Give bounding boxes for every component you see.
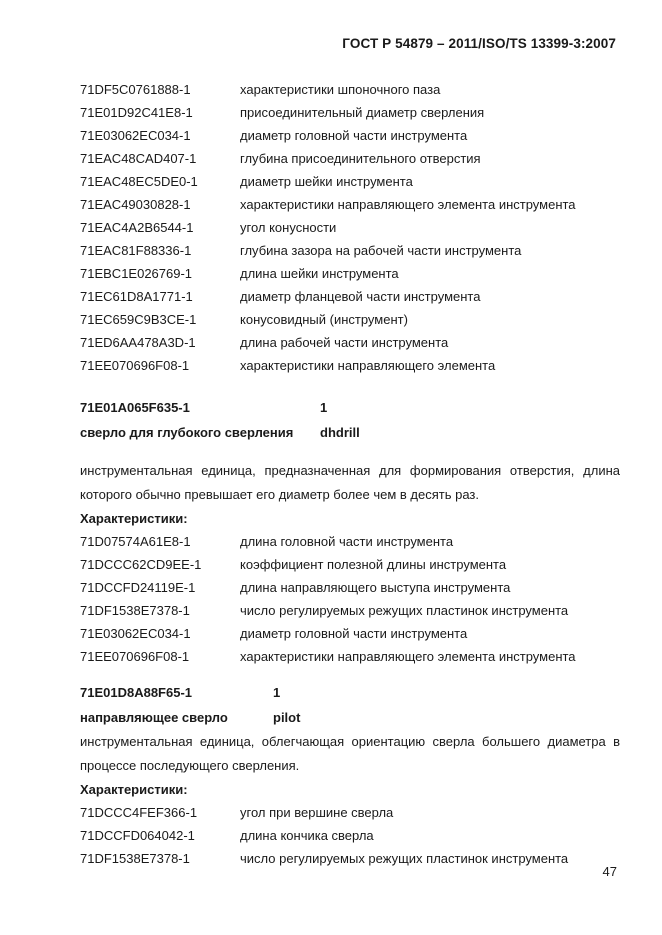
item-code: 71EBC1E026769-1	[80, 266, 193, 281]
item-code: 71DF1538E7378-1	[80, 603, 190, 618]
list-item	[80, 262, 620, 285]
characteristics-heading: Характеристики:	[80, 782, 188, 797]
term-name: сверло для глубокого сверления	[80, 425, 294, 440]
page-content	[80, 78, 620, 870]
item-code: 71EC659C9B3CE-1	[80, 312, 197, 327]
list-item	[80, 331, 620, 354]
list-item	[80, 622, 620, 645]
item-description: характеристики шпоночного паза	[240, 82, 441, 97]
term-code: 71E01A065F635-1	[80, 400, 190, 415]
list-item	[80, 645, 620, 668]
item-code: 71EAC81F88336-1	[80, 243, 192, 258]
list-item	[80, 824, 620, 847]
list-item	[80, 308, 620, 331]
list-item	[80, 354, 620, 377]
list-item	[80, 530, 620, 553]
item-code: 71E03062EC034-1	[80, 128, 191, 143]
item-description: диаметр шейки инструмента	[240, 174, 413, 189]
item-code: 71DF5C0761888-1	[80, 82, 191, 97]
list-item	[80, 801, 620, 824]
item-code: 71EC61D8A1771-1	[80, 289, 193, 304]
item-description: длина головной части инструмента	[240, 534, 454, 549]
item-code: 71DF1538E7378-1	[80, 851, 190, 866]
list-item	[80, 78, 620, 101]
list-item	[80, 101, 620, 124]
item-code: 71E03062EC034-1	[80, 626, 191, 641]
item-description: угол конусности	[240, 220, 337, 235]
item-description: диаметр головной части инструмента	[240, 626, 468, 641]
item-description: диаметр головной части инструмента	[240, 128, 468, 143]
item-code: 71D07574A61E8-1	[80, 534, 191, 549]
item-code: 71DCCC4FEF366-1	[80, 805, 198, 820]
term-section-pilot-drill	[80, 680, 620, 870]
term-name-row	[80, 705, 620, 730]
term-symbol: dhdrill	[320, 425, 360, 440]
item-description: коэффициент полезной длины инструмента	[240, 557, 507, 572]
item-description: угол при вершине сверла	[240, 805, 394, 820]
term-id-row	[80, 680, 620, 705]
item-description: число регулируемых режущих пластинок инструмента	[240, 851, 569, 866]
item-description: глубина присоединительного отверстия	[240, 151, 481, 166]
item-description: характеристики направляющего элемента инструмента	[240, 197, 576, 212]
list-item	[80, 216, 620, 239]
list-item	[80, 147, 620, 170]
item-code: 71EE070696F08-1	[80, 358, 190, 373]
term-definition: инструментальная единица, предназначенная для формирования отверстия, длина которого обычно превышает его диаметр более чем в десять раз.	[80, 463, 620, 502]
term-symbol: pilot	[273, 710, 301, 725]
term-code: 71E01D8A88F65-1	[80, 685, 193, 700]
list-item	[80, 847, 620, 870]
item-code: 71DCCFD064042-1	[80, 828, 195, 843]
term-name-row	[80, 420, 620, 445]
item-code: 71EE070696F08-1	[80, 649, 190, 664]
item-description: характеристики направляющего элемента инструмента	[240, 649, 576, 664]
item-description: длина направляющего выступа инструмента	[240, 580, 511, 595]
term-id-row	[80, 395, 620, 420]
item-description: характеристики направляющего элемента	[240, 358, 496, 373]
list-item	[80, 599, 620, 622]
list-item	[80, 170, 620, 193]
list-item	[80, 193, 620, 216]
item-code: 71DCCC62CD9EE-1	[80, 557, 202, 572]
term-section-deep-drill	[80, 395, 620, 668]
list-item	[80, 124, 620, 147]
item-description: длина шейки инструмента	[240, 266, 399, 281]
item-description: число регулируемых режущих пластинок инструмента	[240, 603, 569, 618]
item-description: длина кончика сверла	[240, 828, 374, 843]
characteristics-heading: Характеристики:	[80, 511, 188, 526]
item-description: длина рабочей части инструмента	[240, 335, 449, 350]
document-header: ГОСТ Р 54879 – 2011/ISO/TS 13399-3:2007	[342, 36, 616, 51]
item-code: 71EAC48CAD407-1	[80, 151, 197, 166]
item-code: 71ED6AA478A3D-1	[80, 335, 196, 350]
list-item	[80, 553, 620, 576]
term-name: направляющее сверло	[80, 710, 228, 725]
list-item	[80, 576, 620, 599]
item-code: 71EAC4A2B6544-1	[80, 220, 194, 235]
item-description: диаметр фланцевой части инструмента	[240, 289, 481, 304]
item-description: глубина зазора на рабочей части инструмента	[240, 243, 522, 258]
characteristics-list-top	[80, 78, 620, 377]
term-version: 1	[273, 685, 281, 700]
term-version: 1	[320, 400, 328, 415]
term-definition: инструментальная единица, облегчающая ориентацию сверла большего диаметра в процессе последующего сверления.	[80, 734, 620, 773]
item-description: присоединительный диаметр сверления	[240, 105, 485, 120]
item-code: 71EAC48EC5DE0-1	[80, 174, 198, 189]
item-description: конусовидный (инструмент)	[240, 312, 408, 327]
page-number: 47	[602, 864, 617, 879]
list-item	[80, 239, 620, 262]
item-code: 71DCCFD24119E-1	[80, 580, 196, 595]
item-code: 71E01D92C41E8-1	[80, 105, 193, 120]
item-code: 71EAC49030828-1	[80, 197, 191, 212]
list-item	[80, 285, 620, 308]
